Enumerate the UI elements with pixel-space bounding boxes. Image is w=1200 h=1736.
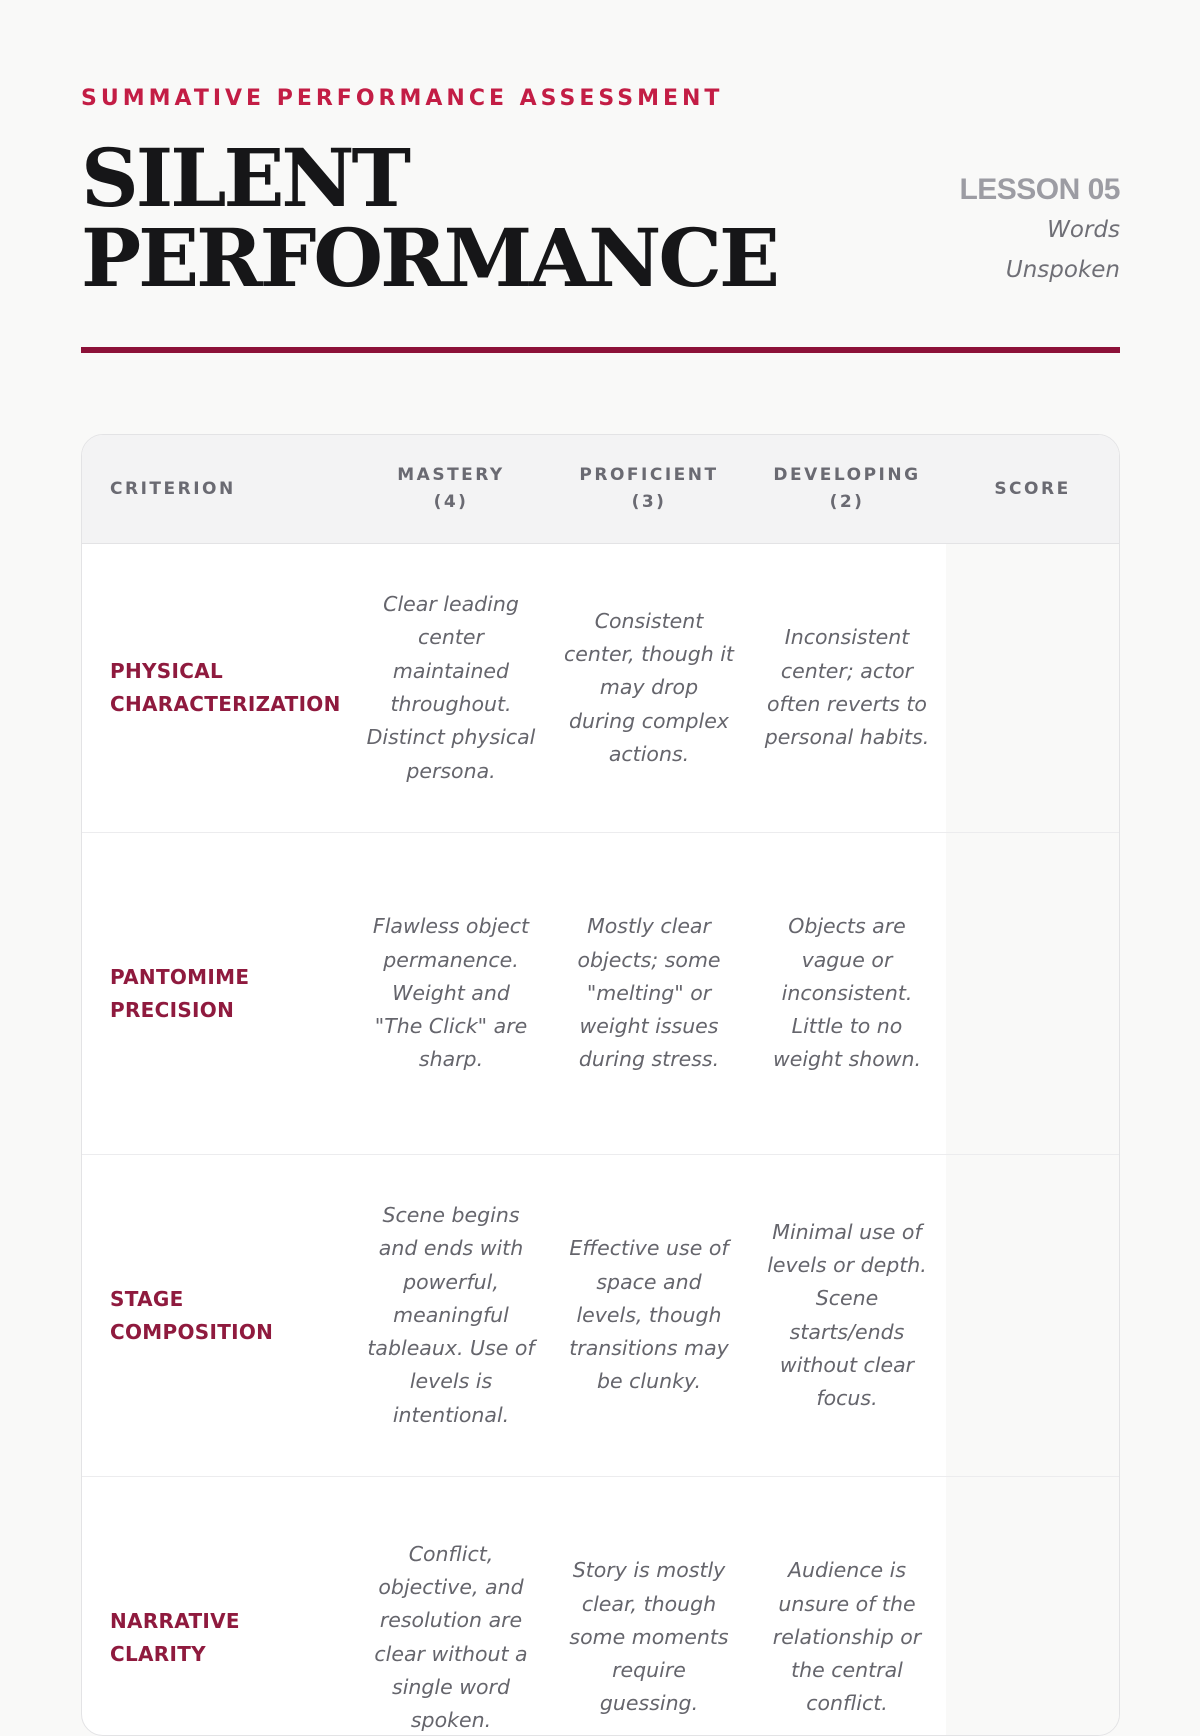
table-row [82, 1155, 1119, 1477]
lesson-block [959, 170, 1120, 290]
column-header-developing: DEVELOPING (2) [748, 435, 946, 544]
developing-descriptor: Audience is unsure of the relationship or the central conflict. [748, 1477, 946, 1736]
score-cell[interactable] [946, 1155, 1119, 1477]
title-line-1: SILENT [81, 138, 777, 218]
score-cell[interactable] [946, 544, 1119, 833]
column-header-score: SCORE [946, 435, 1119, 544]
column-header-proficient: PROFICIENT (3) [550, 435, 748, 544]
mastery-descriptor: Flawless object permanence. Weight and "The Click" are sharp. [352, 833, 550, 1155]
rubric-table-card [81, 434, 1120, 1736]
proficient-descriptor: Consistent center, though it may drop during complex actions. [550, 544, 748, 833]
lesson-number: LESSON 05 [959, 170, 1120, 210]
criterion-name: PHYSICAL CHARACTERIZATION [82, 544, 352, 833]
developing-descriptor: Objects are vague or inconsistent. Little to no weight shown. [748, 833, 946, 1155]
table-row [82, 544, 1119, 833]
lesson-subtitle-line-1: Words [959, 210, 1120, 250]
mastery-descriptor: Clear leading center maintained throughout. Distinct physical persona. [352, 544, 550, 833]
developing-descriptor: Inconsistent center; actor often reverts to personal habits. [748, 544, 946, 833]
criterion-name: STAGE COMPOSITION [82, 1155, 352, 1477]
table-row [82, 1477, 1119, 1736]
criterion-name: PANTOMIME PRECISION [82, 833, 352, 1155]
table-header-row [82, 435, 1119, 544]
table-row [82, 833, 1119, 1155]
assessment-eyebrow: SUMMATIVE PERFORMANCE ASSESSMENT [81, 86, 723, 111]
proficient-descriptor: Story is mostly clear, though some moments require guessing. [550, 1477, 748, 1736]
criterion-name: NARRATIVE CLARITY [82, 1477, 352, 1736]
lesson-subtitle-line-2: Unspoken [959, 250, 1120, 290]
developing-descriptor: Minimal use of levels or depth. Scene starts/ends without clear focus. [748, 1155, 946, 1477]
score-cell[interactable] [946, 833, 1119, 1155]
column-header-mastery: MASTERY (4) [352, 435, 550, 544]
mastery-descriptor: Conflict, objective, and resolution are clear without a single word spoken. [352, 1477, 550, 1736]
proficient-descriptor: Mostly clear objects; some "melting" or weight issues during stress. [550, 833, 748, 1155]
column-header-criterion: CRITERION [82, 435, 352, 544]
rubric-table [82, 435, 1119, 1736]
mastery-descriptor: Scene begins and ends with powerful, meaningful tableaux. Use of levels is intentional. [352, 1155, 550, 1477]
proficient-descriptor: Effective use of space and levels, though transitions may be clunky. [550, 1155, 748, 1477]
title-line-2: PERFORMANCE [81, 218, 777, 298]
header-divider [81, 347, 1120, 353]
page-title [81, 138, 777, 298]
score-cell[interactable] [946, 1477, 1119, 1736]
